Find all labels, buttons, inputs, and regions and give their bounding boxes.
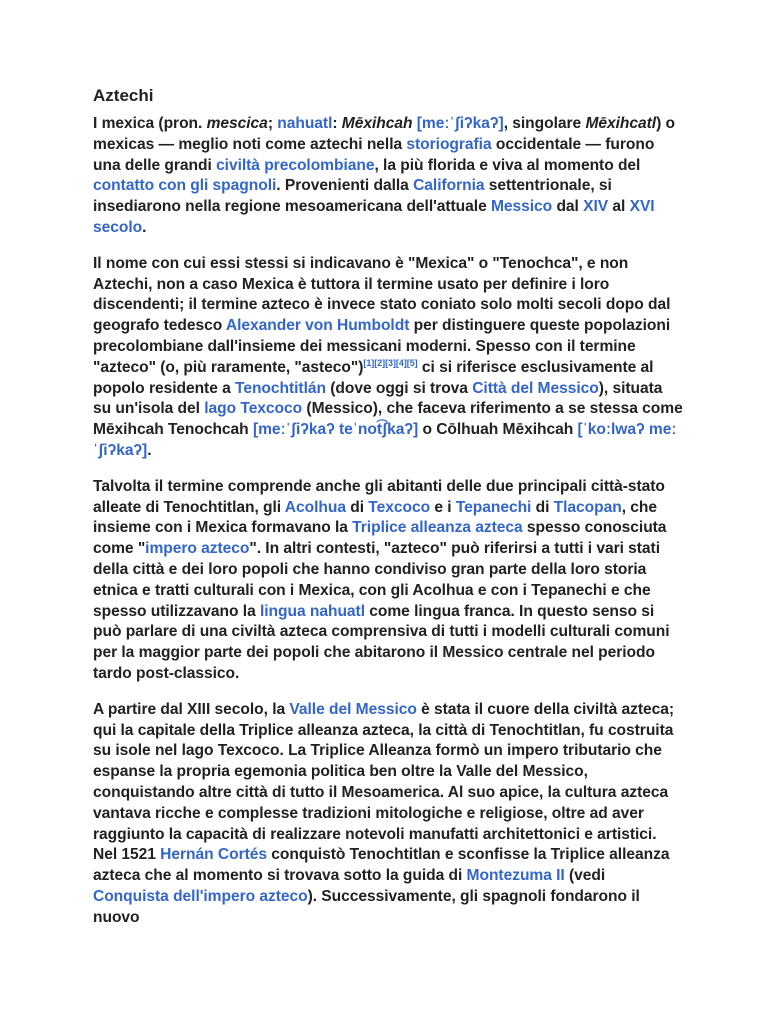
link-conquista-dell-impero-azteco[interactable]: Conquista dell'impero azteco xyxy=(93,887,308,905)
paragraph-text: di xyxy=(531,498,554,516)
paragraph-1 xyxy=(93,114,683,239)
italic-term: Mēxihcatl xyxy=(585,115,657,132)
paragraph-text: . xyxy=(142,218,147,236)
page-title: Aztechi xyxy=(93,86,154,105)
paragraph-4 xyxy=(93,700,683,929)
paragraph-text: ; xyxy=(267,115,278,132)
link-valle-del-messico[interactable]: Valle del Messico xyxy=(289,700,417,718)
paragraph-text: occidentale — furono una delle grandi xyxy=(93,135,655,174)
paragraph-text: o Cōlhuah Mēxihcah xyxy=(418,421,578,439)
paragraph-text: ), situata su un'isola del xyxy=(93,379,663,418)
link-xiv[interactable]: XIV xyxy=(583,198,609,216)
link-messico[interactable]: Messico xyxy=(490,198,553,216)
paragraph-text: . Provenienti dalla xyxy=(276,177,414,195)
link-citta-del-messico[interactable]: Città del Messico xyxy=(472,379,599,397)
citation-link[interactable]: [1][2][3][4][5] xyxy=(363,357,418,368)
paragraph-text: ) o mexicas — meglio noti come aztechi nella xyxy=(93,115,675,153)
paragraph-2 xyxy=(93,254,683,462)
link-tenochtitlan[interactable]: Tenochtitlán xyxy=(235,379,326,397)
paragraph-text: ". In altri contesti, "azteco" può riferirsi a tutti i vari stati della città e dei loro popoli che hanno condiviso gran parte della loro storia etnica e tratti culturali con i Mexica, con gli Acolhua e con i Tepanechi e che spesso utilizzavano la xyxy=(93,540,660,620)
paragraph-text: , la più florida e viva al momento del xyxy=(374,156,641,174)
link-impero-azteco[interactable]: impero azteco xyxy=(145,540,250,558)
link-hernan-cortes[interactable]: Hernán Cortés xyxy=(160,846,267,864)
paragraph-text: . xyxy=(147,441,152,459)
italic-term: mescica xyxy=(206,115,268,132)
paragraph-text: (dove oggi si trova xyxy=(325,379,473,397)
paragraph-text: settentrionale, si insediarono nella regione mesoamericana dell'attuale xyxy=(93,177,612,216)
paragraph-text: Talvolta il termine comprende anche gli abitanti delle due principali città-stato alleate di Tenochtitlan, gli xyxy=(93,477,665,516)
link-acolhua[interactable]: Acolhua xyxy=(284,498,346,516)
link-california[interactable]: California xyxy=(413,177,485,195)
link-nahuatl[interactable]: nahuatl xyxy=(277,115,333,132)
paragraph-text: come lingua franca. In questo senso si può parlare di una civiltà azteca comprensiva di tutti i modelli culturali comuni per la maggior parte dei popoli che abitarono il Messico centrale nel periodo tardo post-classico. xyxy=(93,602,670,682)
paragraph-text: per distinguere queste popolazioni precolombiane dall'insieme dei messicani moderni. Spesso con il termine "azteco" (o, più raramente, "asteco") xyxy=(93,317,671,376)
paragraph-text: al xyxy=(608,198,630,216)
link-lingua-nahuatl[interactable]: lingua nahuatl xyxy=(259,602,365,620)
paragraph-text: ). Successivamente, gli spagnoli fondarono il nuovo xyxy=(93,887,640,926)
link-me-i-ka-te-not-ka[interactable]: [meːˈʃiʔkaʔ teˈnot͡ʃkaʔ] xyxy=(252,421,419,439)
citation-superscript xyxy=(363,358,417,368)
link-storiografia[interactable]: storiografia xyxy=(406,135,492,153)
paragraph-text: dal xyxy=(552,198,584,216)
paragraph-text: e i xyxy=(430,498,456,516)
link-alexander-von-humboldt[interactable]: Alexander von Humboldt xyxy=(225,317,410,335)
link-triplice-alleanza-azteca[interactable]: Triplice alleanza azteca xyxy=(352,519,523,537)
link-tepanechi[interactable]: Tepanechi xyxy=(455,498,532,516)
link-montezuma-ii[interactable]: Montezuma II xyxy=(466,867,565,885)
paragraph-text: , singolare xyxy=(503,115,586,132)
paragraph-3 xyxy=(93,477,683,685)
paragraph-text: , che insieme con i Mexica formavano la xyxy=(93,498,658,537)
link-tlacopan[interactable]: Tlacopan xyxy=(553,498,622,516)
link-ko-lwa-me-i-ka[interactable]: [ˈkoːlwaʔ meːˈʃiʔkaʔ] xyxy=(93,421,677,459)
link-civilta-precolombiane[interactable]: civiltà precolombiane xyxy=(216,156,375,174)
paragraph-text: Il nome con cui essi stessi si indicavano è "Mexica" o "Tenochca", e non Aztechi, non a caso Mexica è tuttora il termine usato per definire i loro discendenti; il termine azteco è invece stato coniato solo molti secoli dopo dal geografo tedesco xyxy=(93,254,671,335)
paragraph-text: (vedi xyxy=(564,867,606,885)
link-contatto-con-gli-spagnoli[interactable]: contatto con gli spagnoli xyxy=(93,177,277,195)
link-lago-texcoco[interactable]: lago Texcoco xyxy=(204,400,303,418)
paragraph-text: : xyxy=(332,115,342,132)
link-me-i-ka[interactable]: [meːˈʃiʔkaʔ] xyxy=(416,115,504,132)
paragraph-text: (Messico), che faceva riferimento a se stessa come Mēxihcah Tenochcah xyxy=(93,400,683,439)
paragraph-text: è stata il cuore della civiltà azteca; qui la capitale della Triplice alleanza azteca, la città di Tenochtitlan, fu costruita su isole nel lago Texcoco. La Triplice Alleanza formò un impero tributario che espanse la propria egemonia politica ben oltre la Valle del Messico, conquistando altre città di tutto il Mesoamerica. Al suo apice, la cultura azteca vantava ricche e complesse tradizioni mitologiche e religiose, oltre ad aver raggiunto la capacità di realizzare notevoli manufatti architettonici e artistici. Nel 1521 xyxy=(93,700,675,864)
paragraph-text: spesso conosciuta come " xyxy=(93,519,667,558)
paragraph-text: di xyxy=(345,498,369,516)
paragraph-text: conquistò Tenochtitlan e sconfisse la Triplice alleanza azteca che al momento si trovava sotto la guida di xyxy=(93,846,670,885)
paragraph-text: I mexica (pron. xyxy=(93,115,207,132)
article xyxy=(93,84,683,943)
italic-term: Mēxihcah xyxy=(341,115,413,132)
link-texcoco[interactable]: Texcoco xyxy=(368,498,431,516)
link-xvi-secolo[interactable]: XVI secolo xyxy=(93,198,655,236)
paragraph-text: ci si riferisce esclusivamente al popolo residente a xyxy=(93,358,654,397)
paragraph-text: A partire dal XIII secolo, la xyxy=(93,700,290,718)
